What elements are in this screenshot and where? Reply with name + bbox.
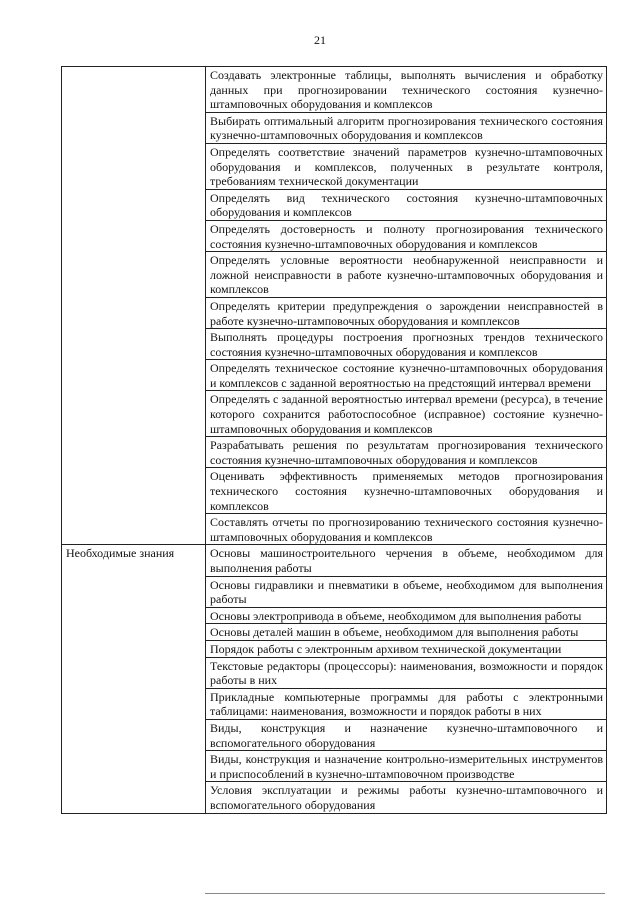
- skill-row-text: Оценивать эффективность применяемых методов прогнозирования технического состояния кузнечно-штамповочных оборудования и комплексов: [206, 468, 607, 514]
- skill-row-text: Составлять отчеты по прогнозированию технического состояния кузнечно-штамповочных оборудования и комплексов: [206, 514, 607, 545]
- requirements-table: [61, 66, 607, 814]
- skill-row-text: Определять условные вероятности необнаруженной неисправности и ложной неисправности в работе кузнечно-штамповочных оборудования и комплексов: [206, 252, 607, 298]
- skill-row-text: Разрабатывать решения по результатам прогнозирования технического состояния кузнечно-штамповочных оборудования и комплексов: [206, 437, 607, 468]
- skill-row-text: Определять критерии предупреждения о зарождении неисправностей в работе кузнечно-штамповочных оборудования и комплексов: [206, 297, 607, 328]
- skill-row-text: Определять достоверность и полноту прогнозирования технического состояния кузнечно-штамповочных оборудования и комплексов: [206, 220, 607, 251]
- skill-row-text: Определять вид технического состояния кузнечно-штамповочных оборудования и комплексов: [206, 189, 607, 220]
- skill-row-text: Определять техническое состояние кузнечно-штамповочных оборудования и комплексов с заданной вероятностью на предстоящий интервал времени: [206, 360, 607, 391]
- knowledge-row-text: Текстовые редакторы (процессоры): наименования, возможности и порядок работы в них: [206, 657, 607, 688]
- bottom-rule: [205, 893, 605, 894]
- knowledge-label-cell: Необходимые знания: [62, 545, 206, 813]
- skill-row-text: Выполнять процедуры построения прогнозных трендов технического состояния кузнечно-штамповочных оборудования и комплексов: [206, 329, 607, 360]
- skill-row-text: Выбирать оптимальный алгоритм прогнозирования технического состояния кузнечно-штамповочных оборудования и комплексов: [206, 112, 607, 143]
- skill-row: [62, 67, 607, 113]
- knowledge-row-text: Основы электропривода в объеме, необходимом для выполнения работы: [206, 607, 607, 624]
- knowledge-row: [62, 545, 607, 576]
- knowledge-row-text: Виды, конструкция и назначение кузнечно-штамповочного и вспомогательного оборудования: [206, 719, 607, 750]
- page-number: 21: [314, 33, 326, 47]
- knowledge-row-text: Прикладные компьютерные программы для работы с электронными таблицами: наименования, возможности и порядок работы в них: [206, 688, 607, 719]
- skill-row-text: Определять соответствие значений параметров кузнечно-штамповочных оборудования и комплексов, полученных в результате контроля, требованиям технической документации: [206, 143, 607, 189]
- knowledge-row-text: Условия эксплуатации и режимы работы кузнечно-штамповочного и вспомогательного оборудования: [206, 782, 607, 813]
- knowledge-row-text: Порядок работы с электронным архивом технической документации: [206, 640, 607, 657]
- skills-label-cell: [62, 67, 206, 545]
- skill-row-text: Создавать электронные таблицы, выполнять вычисления и обработку данных при прогнозировании технического состояния кузнечно-штамповочных оборудования и комплексов: [206, 67, 607, 113]
- knowledge-row-text: Основы гидравлики и пневматики в объеме, необходимом для выполнения работы: [206, 576, 607, 607]
- knowledge-row-text: Основы деталей машин в объеме, необходимом для выполнения работы: [206, 624, 607, 641]
- knowledge-row-text: Виды, конструкция и назначение контрольно-измерительных инструментов и приспособлений в кузнечно-штамповочном производстве: [206, 751, 607, 782]
- skill-row-text: Определять с заданной вероятностью интервал времени (ресурса), в течение которого сохранится работоспособное (исправное) состояние кузнечно-штамповочных оборудования и комплексов: [206, 391, 607, 437]
- knowledge-row-text: Основы машиностроительного черчения в объеме, необходимом для выполнения работы: [206, 545, 607, 576]
